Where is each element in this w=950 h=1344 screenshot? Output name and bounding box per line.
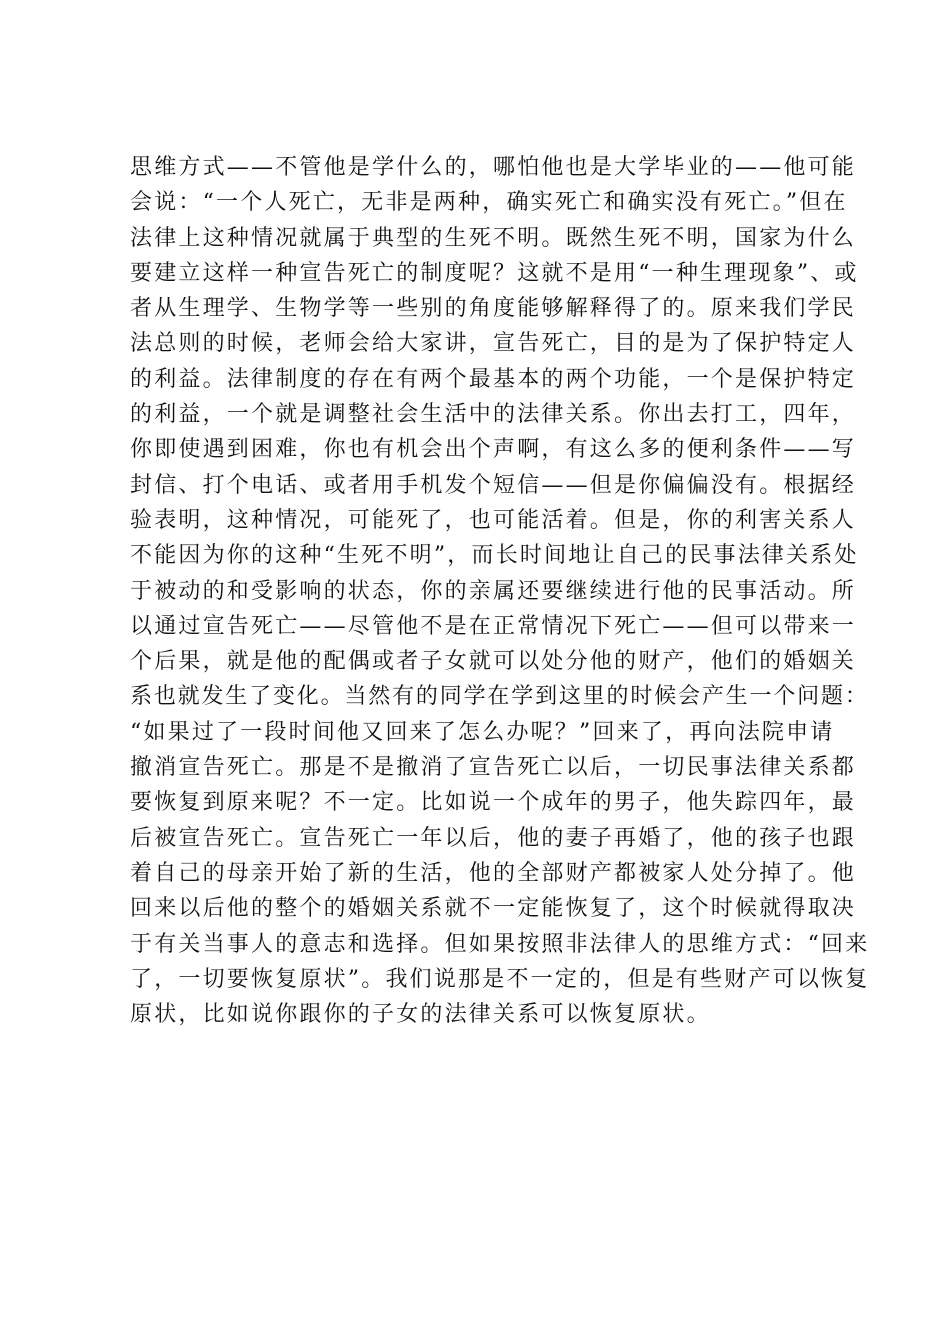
text-line: 的利益，一个就是调整社会生活中的法律关系。你出去打工，四年， — [130, 402, 857, 428]
text-line: 的利益。法律制度的存在有两个最基本的两个功能，一个是保护特定 — [130, 366, 857, 392]
text-line: 思维方式——不管他是学什么的，哪怕他也是大学毕业的——他可能 — [130, 155, 857, 180]
text-line: 封信、打个电话、或者用手机发个短信——但是你偏偏没有。根据经 — [130, 472, 857, 498]
body-paragraph — [130, 150, 870, 1032]
text-line: 了，一切要恢复原状”。我们说那是不一定的，但是有些财产可以恢复 — [130, 966, 870, 992]
text-line: 后被宣告死亡。宣告死亡一年以后，他的妻子再婚了，他的孩子也跟 — [130, 825, 857, 851]
text-line: 者从生理学、生物学等一些别的角度能够解释得了的。原来我们学民 — [130, 296, 857, 322]
text-line: 你即使遇到困难，你也有机会出个声啊，有这么多的便利条件——写 — [130, 437, 857, 463]
text-line: 法律上这种情况就属于典型的生死不明。既然生死不明，国家为什么 — [130, 225, 857, 251]
text-line: 系也就发生了变化。当然有的同学在学到这里的时候会产生一个问题： — [130, 684, 869, 710]
text-line: 要建立这样一种宣告死亡的制度呢？这就不是用“一种生理现象”、或 — [130, 260, 859, 286]
text-line: 要恢复到原来呢？不一定。比如说一个成年的男子，他失踪四年，最 — [130, 790, 857, 816]
text-line: 验表明，这种情况，可能死了，也可能活着。但是，你的利害关系人 — [130, 507, 857, 533]
text-line: 以通过宣告死亡——尽管他不是在正常情况下死亡——但可以带来一 — [130, 613, 857, 639]
text-line: 不能因为你的这种“生死不明”，而长时间地让自己的民事法律关系处 — [130, 543, 859, 569]
text-line: 撤消宣告死亡。那是不是撤消了宣告死亡以后，一切民事法律关系都 — [130, 755, 857, 781]
text-line: 着自己的母亲开始了新的生活，他的全部财产都被家人处分掉了。他 — [130, 860, 857, 886]
text-line: 原状，比如说你跟你的子女的法律关系可以恢复原状。 — [130, 1002, 711, 1028]
text-line: “如果过了一段时间他又回来了怎么办呢？”回来了，再向法院申请 — [130, 719, 835, 745]
text-line: 个后果，就是他的配偶或者子女就可以处分他的财产，他们的婚姻关 — [130, 649, 857, 675]
text-line: 于被动的和受影响的状态，你的亲属还要继续进行他的民事活动。所 — [130, 578, 857, 604]
text-line: 会说：“一个人死亡，无非是两种，确实死亡和确实没有死亡。”但在 — [130, 190, 848, 216]
text-line: 法总则的时候，老师会给大家讲，宣告死亡，目的是为了保护特定人 — [130, 331, 857, 357]
text-line: 于有关当事人的意志和选择。但如果按照非法律人的思维方式：“回来 — [130, 931, 870, 957]
text-line: 回来以后他的整个的婚姻关系就不一定能恢复了，这个时候就得取决 — [130, 896, 857, 922]
